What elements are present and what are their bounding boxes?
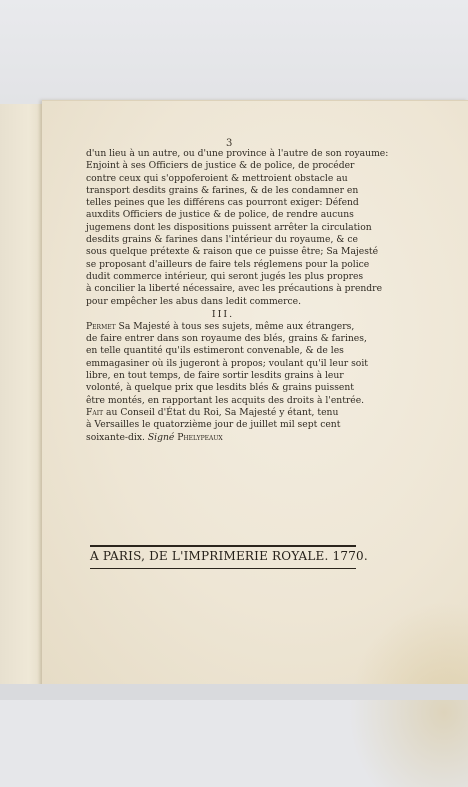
text-line: telles peines que les différens cas pourront exiger: Défend <box>86 197 359 209</box>
paragraph-continuation <box>86 148 389 308</box>
imprint-rule-bottom <box>90 568 356 569</box>
text-line <box>86 432 360 444</box>
text-line: transport desdits grains & farines, & de les condamner en <box>86 184 359 196</box>
body-text <box>86 148 389 444</box>
text-line: jugemens dont les dispositions puissent arrêter la circulation <box>86 221 372 233</box>
text-line: à Versailles le quatorzième jour de juillet mil sept cent <box>86 419 341 431</box>
imprint: A PARIS, DE L'IMPRIMERIE ROYALE. 1770. <box>90 549 368 563</box>
signed-label: Signé <box>147 431 175 443</box>
imprint-rule-top <box>90 545 356 547</box>
page-number: 3 <box>226 138 233 149</box>
text-line: à concilier la liberté nécessaire, avec les précautions à prendre <box>86 283 383 295</box>
text-line <box>86 407 360 419</box>
article-lead: Permet <box>86 320 116 332</box>
text-line <box>86 321 360 333</box>
signatory: Phelypeaux <box>177 431 223 443</box>
text-line: d'un lieu à un autre, ou d'une province à l'autre de son royaume: <box>86 148 389 159</box>
closing-line-2: soixante-dix. <box>86 431 145 443</box>
article-line-0: Sa Majesté à tous ses sujets, même aux étrangers, <box>115 320 355 332</box>
bottom-margin <box>0 684 468 700</box>
closing-line-0: au Conseil d'État du Roi, Sa Majesté y étant, tenu <box>103 406 339 418</box>
text-line: en telle quantité qu'ils estimeront convenable, & de les <box>86 345 344 357</box>
text-line: libre, en tout temps, de faire sortir lesdits grains à leur <box>86 370 344 382</box>
article-paragraph <box>86 320 368 444</box>
closing-lead: Fait <box>86 406 104 418</box>
text-line: de faire entrer dans son royaume des blés, grains & farines, <box>86 333 367 345</box>
section-number: III. <box>211 308 235 320</box>
text-line: sous quelque prétexte & raison que ce puisse être; Sa Majesté <box>86 246 379 258</box>
backdrop <box>0 0 468 104</box>
text-line: volonté, à quelque prix que lesdits blés & grains puissent <box>86 382 354 394</box>
text-line: se proposant d'ailleurs de faire tels réglemens pour la police <box>86 258 370 270</box>
text-line: auxdits Officiers de justice & de police, de rendre aucuns <box>86 209 354 221</box>
text-line: contre ceux qui s'oppoferoient & mettroient obstacle au <box>86 172 348 184</box>
text-line: desdits grains & farines dans l'intérieur du royaume, & ce <box>86 234 358 246</box>
text-line: Enjoint à ses Officiers de justice & de police, de procéder <box>86 160 355 172</box>
text-line: pour empêcher les abus dans ledit commerce. <box>86 295 301 307</box>
text-line: emmagasiner où ils jugeront à propos; voulant qu'il leur soit <box>86 357 368 369</box>
text-line: être montés, en rapportant les acquits des droits à l'entrée. <box>86 394 365 406</box>
text-line: dudit commerce intérieur, qui seront jugés les plus propres <box>86 270 364 282</box>
